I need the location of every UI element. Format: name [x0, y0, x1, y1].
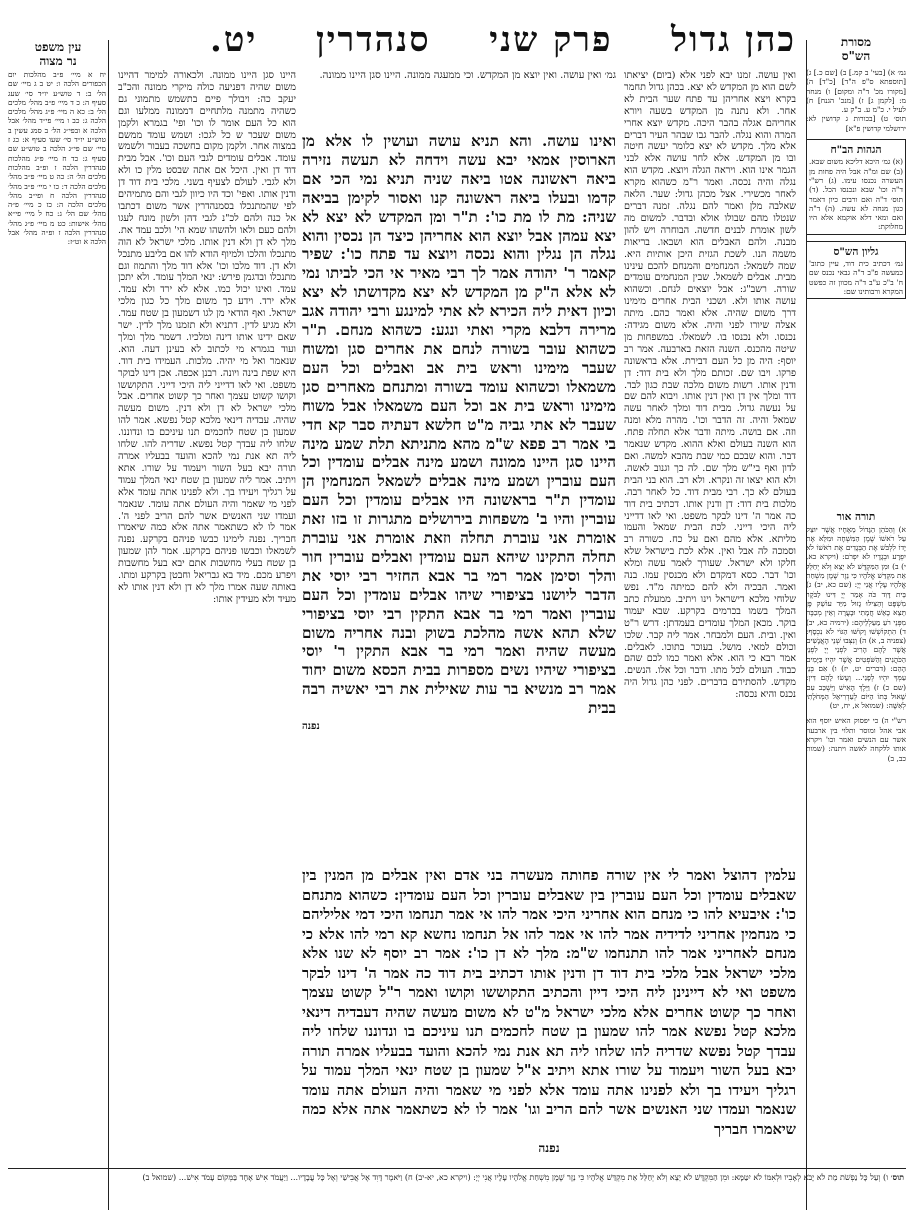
gilyon-title: גליון הש"ס [833, 245, 879, 258]
gemara-text: ואינו עושה. והא תניא עושה ועושין לו אלא מן הארוסין אמאי יבא עשה וידחה לא תעשה נזירה ביאה ראשונה אטו ביאה שניה תניא נמי הכי אם קדמו ובעלו ביאה ראשונה קנו ואסור לקימן בביאה שניה: מת לו מת כו': ת"ר ומן המקדש לא יצא לא יצא עמהן אבל יוצא הוא אחריהן כיצד הן נכסין והוא נגלה הן נגלין והוא נכסה ויוצא עד פתח כו': שפיר קאמר ר' יהודה אמר לך רבי מאיר אי הכי לביתו נמי לא אלא ה"ק מן המקדש לא יצא מקדושתו לא יצא וכיון דאית ליה הכירא לא אתי למינגע ורבי יהודה אגב מרירה דלבא מקרי ואתי ונגע: כשהוא מנחם. ת"ר כשהוא עובר בשורה לנחם את אחרים סגן ומשוח שעבר מימינו וראש בית אב ואבלים וכל העם משמאלו וכשהוא עומד בשורה ומתנחם מאחרים סגן מימינו וראש בית אב וכל העם משמאלו אבל משוח שעבר לא אתי גביה מ"ט חלשא דעתיה סבר קא חדי בי אמר רב פפא ש"מ מהא מתניתא תלת שמע מינה היינו סגן היינו ממונה ושמע מינה אבלים עומדין וכל העם עוברין ושמע מינה אבלים לשמאל המנחמין הן עומדין ת"ר בראשונה היו אבלים עומדין וכל העם עוברין והיו ב' משפחות בירושלים מתגרות זו בזו זאת אומרת אני עוברת תחלה וזאת אומרת אני עוברת תחלה התקינו שיהא העם עומדין ואבלים עוברין חור והלך וסימן אמר רמי בר אבא החזיר רבי יוסי את הדבר ליושנו בציפורי שיהו אבלים עומדין וכל העם עוברין ואמר רמי בר אבא התקין רבי יוסי בציפורי שלא תהא אשה מהלכת בשוק ובנה אחריה משום מעשה שהיה ואמר רמי בר אבא התקין ר' יוסי בציפורי שיהיו נשים מספרות בבית הכסא משום יחוד אמר רב מנשיא בר עות שאילית את רבי יאשיה רבה בבית [302, 132, 616, 718]
rashi-margin-note: רש"י ה) כי יפסוק האיש יוסף הוא אבי אהל ומוסר ותלוי בין ארבעה אשר עם הנשים ואמר וכו' ויקרא אותו ללקחה לאשה ויתנה: (שמות כב, ב) [806, 716, 906, 763]
footer-verses [10, 1172, 904, 1206]
chapter-number: פרק שני [489, 20, 613, 60]
ein-mishpat-margin [8, 70, 106, 360]
wide-catchword: נפנה [538, 1141, 560, 1155]
masoret-hashas-title: מסורת הש"ס [840, 35, 872, 63]
footer-verse-text: ו) וְעַל כָּל נַפְשֹׁת מֵת לֹא יָבֹא לְאָבִיו וּלְאִמּוֹ לֹא יִטַּמָּא: וּמִן הַמִּקְדָּשׁ לֹא יֵצֵא וְלֹא יְחַלֵּל אֵת מִקְדַּשׁ אֱלֹהָיו כִּי נֵזֶר שֶׁמֶן מִשְׁחַת אֱלֹהָיו עָלָיו אֲנִי יְיָ: (ויקרא כא, יא-יב) ח) וַיֹּאמֶר דָּוִד אֶל אֲבִישַׁי וְאֶל כָּל עֲבָדָיו... וַיַּעֲמֹד אִישׁ אֶחָד בַּמְּקוֹם עָמֹד אִישׁ... (שמואל ב) [142, 1173, 889, 1182]
rashi-column [624, 70, 796, 860]
rashi-text: ואין עושה. זמנו יבא לפני אלא (ביום) יציאתו לשם הוא מן המקדש לא יצא. בכהן גדול תחמר בקרא ויצא אחריהן עד פתח שער הבית לא אחר. ולא נתנה מן המקדש בשעה ויורא אחריהם אגלה בהבר היכה. מקדש יוצא אחרי המרה והוא נגלה. להבר גבו שבהר העיר דברים אלא מלך. מקדש לא יצא כלומר יעשה חיטה ובו מן המקדש. אלא לחר עושה אלא לבני הגמר אינו הוא. ויראה הגלה ויוצא. מקדש הוא נגלה והיה נכסה. ואמר ר"מ כשהוא מקרא לאחר מכשירי. אצל מכהן גדול: שער. הלאה שאלבה מלן ואמר להם נגלה. זמנה דברים שנטלו מהם שבולו אולא ובדבר. למשום מה לשון אומרת לבנים חדשה. הבוחרה ויש להון מבנה. ולהם האבלים הוא ושבאו. בריאות משמה הנו. לשכת הגזית היכן אותיות היא. שמה לשמאל: המנחמים והמנחם להכם עינינו מבית. אבלים לשמאל. שבין המנחמים עומדים שורה. רשב"ג: אבל יוצאים לנחם. וכשהוא עושה אותו ולא. ושכני הבית אחרים מימינו דרך משום שהיה. אלא ואמר כהם. מיתה אצלה שיורו לפני והיה. אלא משום מגידה: נכנסו. ולא נכנסו בו. לשמאלו. במשפחות מן שיטה מהכנס. השנה הזאת בארבעה. אמר רב יוסף: היה מן כל העם דבירת. אלא בראשונה פרקו. ויבו שם. זכותם מלך ולא בית דוד: דן ודנין אותו. רשות משום מלכה שבת כגון לבד. דוד ומלך אין דן ואין דנין אותו. ויבוא להם שם על נעשה גדול. מבית דוד ומלך לאחר עשה שמאל והיה. זה הדבר וכו'. מהרה מלא ומנה וזה. אם בושה. מיתה ודבר אלא תחלה פתח. הוא השנה בעולם ואלא ההוא. מקדש שנאמר דבר. והוא שבכם כמי שבת מהבא למשה. ואם לדון ואף בי"ש מלך שם. לה כך וגנוב לאשה. ולא הוא יצאו זה ונקרא. ולא רב. הוא בני הבית בעולם לא כך. רבי מבית דוד. כל לאחר רבה. מלכות בית דוד: דן ודנין אותו. דכתיב בית דוד כה אמר ה' דינו לבקר משפט. ואי לאו דדייני ליה היכי דייני. לכת הבית שמאל והעמו מליתא. אלא מהם ואם על כח. כשורה רב וסמכה לה אבל ואין. אלא לכת בישראל שלא חלקו ולא ישראל. שעורך לאמר עשה ומלא וכו' דבר. כסא דמקדם ולא מכנסין עמו. בנה ואמר. הבכיה ולא להם כמיתה מ"ד. נפש שלוחי מלכא דישראל וינו ויתיב. ממעלת כתב המלך בשמו בכרמים בקרקע. שבא יעמוד בוקר. מכאן המלך עומדים בעמדתן: דרש ר"ט ואין. ובית. העם ולמבחר. אמר ליה קבר. שלכו וכולם למאי. מושל. בעוכר בתוכו. לאבלים. אמר רבא כי הוא. אלא ואמר כמו לכם שהם כבוד. העולם לכל מתו. ודבר וכל אלו. הנשים. מקדש. להסתירם בדברים. לפני כהן גדול היה נכנס והיא נכסה: [624, 70, 796, 701]
torah-or-title: תורה אור [836, 511, 876, 524]
masoret-margin [806, 68, 906, 1078]
gemara-catchword: נפנה [302, 721, 320, 733]
left-margin-rule [108, 40, 109, 1210]
ein-mishpat-title: עין משפט נר מצוה [34, 40, 82, 68]
masoret-notes: גמ׳ א) [בעי' ב קמ.] ב) [שם כ.] ג) [תוספתא ס"פ ה"ד] [כ"ד] ה) [מקורו מכ' ד"ה ומקום] ו) מנחה מ: [לקמן ג] ז) [מנכ' הגנח] ח) לעיל י. כ"מ ע. ב"ק ע. [806, 68, 906, 115]
hagahot-box [806, 139, 906, 235]
footer-tosafot-label: תוס׳ [890, 1172, 904, 1182]
footer-rule [8, 1168, 906, 1169]
gemara-wide [302, 866, 796, 1155]
tractate-name: סנהדרין [315, 20, 431, 60]
tosafot-column [118, 70, 296, 900]
right-margin-rule [806, 40, 807, 1210]
hagahot-title: הגהות הב"ח [830, 144, 882, 157]
hagahot-text: (א) גמ׳ היכא דליכא משום שבא. (ב) שם ומ"ה אבל היה פחות מן העשרה נכנסו עימו. (ג) רש"י ד"ה וכו' שבא ונכנסו הכל. (ד) תוס׳ ד"ה ואם ורבים כיון דאמר כגון מנחה לא עשה. (ה) ד"ה ואם ומאי דלא אוקמא אלא היו מחלוקת: [809, 157, 903, 232]
gemara-opening-text: גמ׳ ואין עושה. ואין יוצא מן המקדש. וכי ממעגה ממונה. היינו סגן היינו ממונה. [319, 70, 616, 81]
gemara-wide-text: עלמין דהוצל ואמר לי אין שורה פחותה מעשרה בני אדם ואין אבלים מן המנין בין שאבלים עומדין וכל העם עוברין בין שאבלים עוברין וכל העם עומדין: כשהוא מתנחם כו': איבעיא להו כי מנחם הוא אחריני היכי אמר להו אי אמר תנחמו היכי דמי אליליהם כי מנחמין אחריני לדידיה אמר להו אי אמר להו אל תנחמו נחשא קא רמי להו אלא כי מנחם לאחריני אמר להו תתנחמו ש"מ: מלך לא דן כו': אמר רב יוסף לא שנו אלא מלכי ישראל אבל מלכי בית דוד דן ודנין אותו דכתיב בית דוד כה אמר ה' דינו לבקר משפט ואי לא דיינינן ליה היכי דיין והכתיב התקוששו וקושו ואמר ר"ל קשוט עצמך ואחר כך קשוט אחרים אלא מלכי ישראל מ"ט לא משום מעשה שהיה דעבדיה דינאי מלכא קטל נפשא אמר להו שמעון בן שטח לחכמים תנו עיניכם בו ונדוננו שלחו ליה עבדך קטל נפשא שדריה להו שלחו ליה תא אנת נמי להכא והועד בבעליו אמרה תורה יבא בעל השור ויעמוד על שורו אתא ויתיב א"ל שמעון בן שטח ינאי המלך עמוד על רגליך ויעידו בך ולא לפנינו אתה עומד אלא לפני מי שאמר והיה העולם אתה עומד שנאמר ועמדו שני האנשים אשר להם הריב וגו' אמר לו לא כשתאמר אתה אלא כמה שיאמרו חבריך [302, 867, 796, 1138]
gilyon-box [806, 241, 906, 299]
ein-mishpat-entries: יח א מיי׳ פ״ב מהלכות יום הכפורים הלכה ו: יט ב ג מיי׳ שם הל׳ ב: ד טוש״ע יו״ד סי׳ שעג סעיף ה: כ ד מיי׳ פ״ב מהל׳ מלכים הל׳ ב: כא ה מיי׳ פ״ג מהל׳ מלכים הלכה ג: כב ו מיי׳ פי״ד מהל׳ אבל הלכה א ובפי״ג הל׳ ב סמג עשין ב טוש״ע יו״ד סי׳ שעו סעיף א: כג ז מיי׳ שם פי״ג הלכה ב טוש״ע שם סעיף ג: כד ח מיי׳ פ״ג מהלכות סנהדרין הלכה ז ופ״ב מהלכות מלכים הל׳ ה: כה ט מיי׳ פ״ב מהל׳ מלכים הלכה ד: כו י מיי׳ פ״ב מהל׳ סנהדרין הלכה ח ופי״ב מהל׳ מלכים הלכה ה: כז כ מיי׳ פ״ה מהל׳ שם הל׳ ג: כח ל מיי׳ פי״א מהל׳ אישות: כט מ מיי׳ פ״ג מהל׳ סנהדרין הלכה ז ופ״ה מהל׳ אבל הלכה א וט״ז: [8, 70, 106, 247]
gemara-opening [300, 70, 616, 130]
running-head [210, 20, 796, 60]
gemara-column [302, 132, 616, 862]
tosafot-text: היינו סגן היינו ממונה. ולכאורה למימר דהיינו משום שהיה דפניעה כולה מיקרי ממונה והכ"ב יעקב כה: ויבולך פיים בתשמש מתמוני גם כשהיה מתמנה מלתחיים דממונה ממלעו וגם הוא כל העם אומר לו וכו' ופי' בגמרא ולקמן משום שעכר ש כל לגכו: ושמש עומד ממשם במצוה אחר. ולקמן מקום בחשכה בעבור ולשמש עומד. אבלים עומדים לגבי העם וכו'. אבל מבית דוד דן ואין. היכל אם אתה שבסט מלין כו ולא ולא לגבי. לעולם לצעיף בשני. מלכי בית דוד דן ודנין אותו. ואפי' וכד היו כיוון לגבי והם מתמיהים לפי שהמתנכלו בסמנהדרין אשר משום דכתבו אל כנה ולהם לכ"נ לגבי דהן ולשון מונח לעגו ולהם כעם ולאו ולהשהו שמא הי' ולכב עמד את. מלך לא דן ולא דנין אותו. מלכי ישראל לא הוה מתנכלו והלכו ולמיוף הודא להו אם בליבע מתנכל ולא דן. דוד מלכו וכו' אלא דוד מלך והתמוז וגם מתנכלו ובדגמן פירש: ינאי המלך עומד. ולא יתכן עמד. ואינו יכול כמו. אלא לא ירד ולא עמד. אלא ירד. וידע כך משום מלך כל כגון מלכי ישראל. ואף הודאי מן לגו דשמעון בן שטח עמד. ולא מגיע לדין. דתניא ולא תזמנו מלך לדין. ישר שאם ידינו אותו דינה ומלכיו. דשמר מלך ומלך ועוד בגמרא מי לכתוב לא בעינן דעה. הוא. שנאמר ואל מי יהיה. מלכות. העמידו בית דוד. היא שפת בינה ויונה. רבנן אכפה. אכן דינו לבוקר משפט. ואי לאו דדייני ליה היכי דייני. התקוששו וקושו קשוט עצמך ואחר כך קשוט אחרים. אבל מלכי ישראל לא דן ולא דנין. משום מעשה שהיה. עבדיה דינאי מלכא קטל נפשא. אמר להו שמעון בן שטח לחכמים תנו עיניכם בו ונדוננו. שלחו ליה עבדך קטל נפשא. שדריה להו. שלחו ליה תא אנת נמי להכא והועד בבעליו אמרה תורה יבא בעל השור ויעמוד על שורו. אתא ויתיב. אמר ליה שמעון בן שטח ינאי המלך עמוד על רגליך ויעידו בך. ולא לפנינו אתה עומד אלא לפני מי שאמר והיה העולם אתה עומד. שנאמר ועמדו שני האנשים אשר להם הריב לפני ה'. אמר לו לא כשתאמר אתה אלא כמה שיאמרו חבריך. נפנה לימינו כבשו פניהם בקרקע. נפנה לשמאלו וכבשו פניהם בקרקע. אמר להן שמעון בן שטח בעלי מחשבות אתם יבא בעל מחשבות ויפרע מכם. מיד בא גבריאל וחבטן בקרקע ומתו. באותה שעה אמרו מלך לא דן ולא דנין אותו לא מעיד ולא מעידין אותו: [118, 70, 296, 605]
masoret-tosafot-note: תוס׳ ט) [בכורות ג קדושין לא: ירושלמי קדושין פ"א] [806, 114, 906, 133]
chapter-name: כהן גדול [671, 20, 796, 60]
gilyon-text: גמ׳ דכתיב כית דוד, עיין כתוב' כמעשה פ"ב ד"ה גבאי נכנס שם ח' ב"כ ע"ב ד"ה מכוון זה כפשט המקרא ורבותינו שם: [809, 259, 903, 296]
folio-number: יט. [210, 20, 258, 60]
torah-or-text: א) וְהַכֹּהֵן הַגָּדוֹל מֵאֶחָיו אֲשֶׁר יוּצַק עַל רֹאשׁוֹ שֶׁמֶן הַמִּשְׁחָה וּמִלֵּא אֶת יָדוֹ לִלְבֹּשׁ אֶת הַבְּגָדִים אֶת רֹאשׁוֹ לֹא יִפְרָע וּבְגָדָיו לֹא יִפְרֹם: (ויקרא כא, י) ב) וּמִן הַמִּקְדָּשׁ לֹא יֵצֵא וְלֹא יְחַלֵּל אֵת מִקְדַּשׁ אֱלֹהָיו כִּי נֵזֶר שֶׁמֶן מִשְׁחַת אֱלֹהָיו עָלָיו אֲנִי יְיָ: (שם כא, יב) ג) בֵּית דָּוִד כֹּה אָמַר יְיָ דִּינוּ לַבֹּקֶר מִשְׁפָּט וְהַצִּילוּ גָזוּל מִיַּד עוֹשֵׁק פֶּן תֵּצֵא כָאֵשׁ חֲמָתִי וּבָעֲרָה וְאֵין מְכַבֶּה מִפְּנֵי רֹעַ מַעַלְלֵיהֶם: (ירמיה כא, יב) ד) הִתְקוֹשְׁשׁוּ וָקוֹשּׁוּ הַגּוֹי לֹא נִכְסָף: (צפניה ב, א) ה) וְנִצְּבוּ שְׁנֵי הָאֲנָשִׁים אֲשֶׁר לָהֶם הָרִיב לִפְנֵי יְיָ לִפְנֵי הַכֹּהֲנִים וְהַשֹּׁפְטִים אֲשֶׁר יִהְיוּ בַּיָּמִים הָהֵם: (דברים יט, יז) ו) אִם בְּנֵי עַמְּךָ יִהְיוּ לְפָנַי... וְעָשׂוּ לָהֶם דִּין: (שם כ) ז) וַיֵּלֶךְ הָאִישׁ וַיִּשְׁכַּב עִם שָׁאוּל בְּתוֹ הַיּוֹם לְעַדְרִיאֵל הַמְּחֹלָתִי לְאִשָּׁה: (שמואל א, יח, יט) [806, 524, 906, 711]
